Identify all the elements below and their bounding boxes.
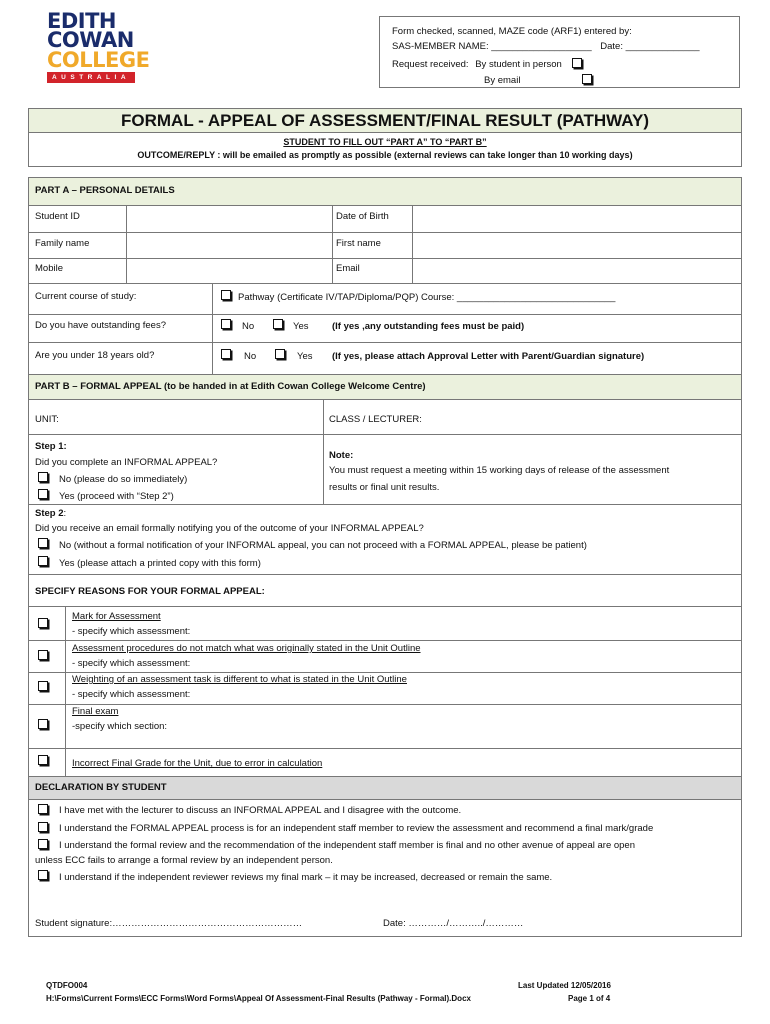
divider (29, 314, 741, 315)
email-field[interactable] (413, 258, 741, 283)
office-sas-line (392, 39, 727, 54)
note-line-2: results or final unit results. (329, 482, 440, 493)
reason-1-checkbox[interactable] (38, 618, 48, 628)
date-of-birth-label: Date of Birth (336, 211, 389, 222)
student-signature-field[interactable]: Student signature:…………………………………………………… (35, 918, 303, 929)
divider (412, 206, 413, 283)
divider (29, 640, 741, 641)
class-lecturer-field[interactable] (424, 400, 741, 434)
age-no-label: No (244, 351, 257, 362)
age-question: Are you under 18 years old? (35, 350, 155, 361)
reason-3-sub: - specify which assessment: (72, 689, 191, 700)
divider (29, 672, 741, 673)
age-note: (If yes, please attach Approval Letter with Parent/Guardian signature) (332, 351, 645, 362)
by-student-checkbox[interactable] (572, 58, 582, 68)
request-received-label: Request received: (392, 59, 469, 70)
pathway-course-label: Pathway (Certificate IV/TAP/Diploma/PQP) Course: ______________________________ (238, 292, 616, 303)
first-name-field[interactable] (413, 232, 741, 258)
divider (212, 283, 213, 374)
instructions (28, 133, 742, 167)
divider (332, 206, 333, 283)
form-title: FORMAL - APPEAL OF ASSESSMENT/FINAL RESULT (PATHWAY) (28, 108, 742, 133)
reason-2-sub: - specify which assessment: (72, 658, 191, 669)
note-title: Note: (329, 450, 354, 461)
first-name-label: First name (336, 238, 381, 249)
student-id-field[interactable] (127, 206, 332, 232)
divider (323, 400, 324, 504)
form-body (28, 177, 742, 937)
reason-2-title: Assessment procedures do not match what was originally stated in the Unit Outline (72, 643, 421, 654)
age-yes-label: Yes (297, 351, 313, 362)
instructions-line-2: OUTCOME/REPLY : will be emailed as promptly as possible (external reviews can take longer than 10 working days) (137, 150, 633, 160)
step2-no-checkbox[interactable] (38, 538, 48, 548)
divider (29, 606, 741, 607)
declaration-3-checkbox[interactable] (38, 839, 48, 849)
declaration-4-text: I understand if the independent reviewer reviews my final mark – it may be increased, decreased or remain the same. (59, 872, 553, 883)
step2-yes-checkbox[interactable] (38, 556, 48, 566)
fees-yes-label: Yes (293, 321, 309, 332)
reasons-heading: SPECIFY REASONS FOR YOUR FORMAL APPEAL: (35, 586, 265, 597)
footer-page: Page 1 of 4 (568, 994, 611, 1003)
footer-code: QTDFO004 (46, 981, 88, 990)
family-name-label: Family name (35, 238, 90, 249)
part-a-heading: PART A – PERSONAL DETAILS (29, 178, 741, 206)
note-line-1: You must request a meeting within 15 working days of release of the assessment (329, 465, 670, 476)
office-date-label: Date: ______________ (600, 41, 700, 52)
step2-colon: : (63, 508, 67, 519)
step2-yes-label: Yes (please attach a printed copy with this form) (59, 558, 261, 569)
current-course-label: Current course of study: (35, 291, 137, 302)
divider (29, 704, 741, 705)
unit-label: UNIT: (35, 414, 59, 425)
footer-updated: Last Updated 12/05/2016 (518, 981, 611, 990)
step1-no-checkbox[interactable] (38, 472, 48, 482)
by-email-row (392, 73, 727, 88)
reason-4-sub: -specify which section: (72, 721, 168, 732)
class-lecturer-label: CLASS / LECTURER: (329, 414, 422, 425)
logo-line-2: COWAN (47, 28, 134, 52)
by-student-label: By student in person (475, 59, 562, 70)
divider (29, 748, 741, 749)
footer-path: H:\Forms\Current Forms\ECC Forms\Word Forms\Appeal Of Assessment-Final Results (Pathway - Formal).Docx (46, 994, 471, 1003)
logo-line-4: AUSTRALIA (47, 72, 135, 83)
fees-note: (If yes ,any outstanding fees must be paid) (332, 321, 525, 332)
step2-no-label: No (without a formal notification of your INFORMAL appeal, you can not proceed with a FORMAL APPEAL, please be patient) (59, 540, 587, 551)
step1-no-label: No (please do so immediately) (59, 474, 188, 485)
email-label: Email (336, 263, 360, 274)
student-id-label: Student ID (35, 211, 80, 222)
logo-line-3: COLLEGE (47, 48, 150, 72)
office-use-box (379, 16, 740, 88)
age-yes-checkbox[interactable] (275, 349, 285, 359)
unit-field[interactable] (69, 400, 319, 434)
reason-4-checkbox[interactable] (38, 719, 48, 729)
by-email-label: By email (484, 75, 521, 86)
declaration-1-checkbox[interactable] (38, 804, 48, 814)
step2-title-line (35, 508, 66, 519)
college-logo (47, 9, 150, 83)
declaration-2-text: I understand the FORMAL APPEAL process is for an independent staff member to review the assessment and recommend a final mark/grade (59, 823, 654, 834)
step1-yes-label: Yes (proceed with “Step 2”) (59, 491, 174, 502)
declaration-3-text: I understand the formal review and the recommendation of the independent staff member is final and no other avenue of appeal are open (59, 840, 636, 851)
reason-5-checkbox[interactable] (38, 755, 48, 765)
fees-question: Do you have outstanding fees? (35, 320, 166, 331)
step1-title: Step 1: (35, 441, 67, 452)
mobile-field[interactable] (127, 258, 332, 283)
instructions-line-1: STUDENT TO FILL OUT “PART A” TO “PART B” (283, 137, 487, 147)
step2-title: Step 2 (35, 508, 64, 519)
reason-1-sub: - specify which assessment: (72, 626, 191, 637)
sas-member-label: SAS-MEMBER NAME: ___________________ (392, 41, 592, 52)
divider (65, 606, 66, 776)
reason-4-title: Final exam (72, 706, 119, 717)
logo-line-1: EDITH (47, 9, 116, 33)
by-email-checkbox[interactable] (582, 74, 592, 84)
reason-3-title: Weighting of an assessment task is different to what is stated in the Unit Outline (72, 674, 407, 685)
divider (29, 504, 741, 505)
reason-1-title: Mark for Assessment (72, 611, 161, 622)
divider (126, 206, 127, 283)
reason-3-checkbox[interactable] (38, 681, 48, 691)
reason-5-title: Incorrect Final Grade for the Unit, due to error in calculation (72, 758, 323, 769)
step1-question: Did you complete an INFORMAL APPEAL? (35, 457, 218, 468)
fees-no-label: No (242, 321, 255, 332)
declaration-1-text: I have met with the lecturer to discuss an INFORMAL APPEAL and I disagree with the outcome. (59, 805, 462, 816)
pathway-course-checkbox[interactable] (221, 290, 231, 300)
mobile-label: Mobile (35, 263, 63, 274)
declaration-date-field[interactable]: Date: …………/………../………… (383, 918, 524, 929)
reason-2-checkbox[interactable] (38, 650, 48, 660)
divider (29, 342, 741, 343)
office-check-line: Form checked, scanned, MAZE code (ARF1) entered by: (392, 26, 632, 37)
declaration-3-text-cont: unless ECC fails to arrange a formal review by an independent person. (35, 855, 333, 866)
divider (29, 434, 741, 435)
fees-no-checkbox[interactable] (221, 319, 231, 329)
age-no-checkbox[interactable] (221, 349, 231, 359)
step2-question: Did you receive an email formally notifying you of the outcome of your INFORMAL APPEAL? (35, 523, 424, 534)
declaration-2-checkbox[interactable] (38, 822, 48, 832)
declaration-4-checkbox[interactable] (38, 870, 48, 880)
divider (29, 574, 741, 575)
fees-yes-checkbox[interactable] (273, 319, 283, 329)
declaration-heading: DECLARATION BY STUDENT (29, 776, 741, 800)
divider (29, 283, 741, 284)
date-of-birth-field[interactable] (413, 206, 741, 232)
part-b-heading: PART B – FORMAL APPEAL (to be handed in at Edith Cowan College Welcome Centre) (29, 374, 741, 400)
family-name-field[interactable] (127, 232, 332, 258)
request-received-row (392, 57, 727, 72)
step1-yes-checkbox[interactable] (38, 489, 48, 499)
